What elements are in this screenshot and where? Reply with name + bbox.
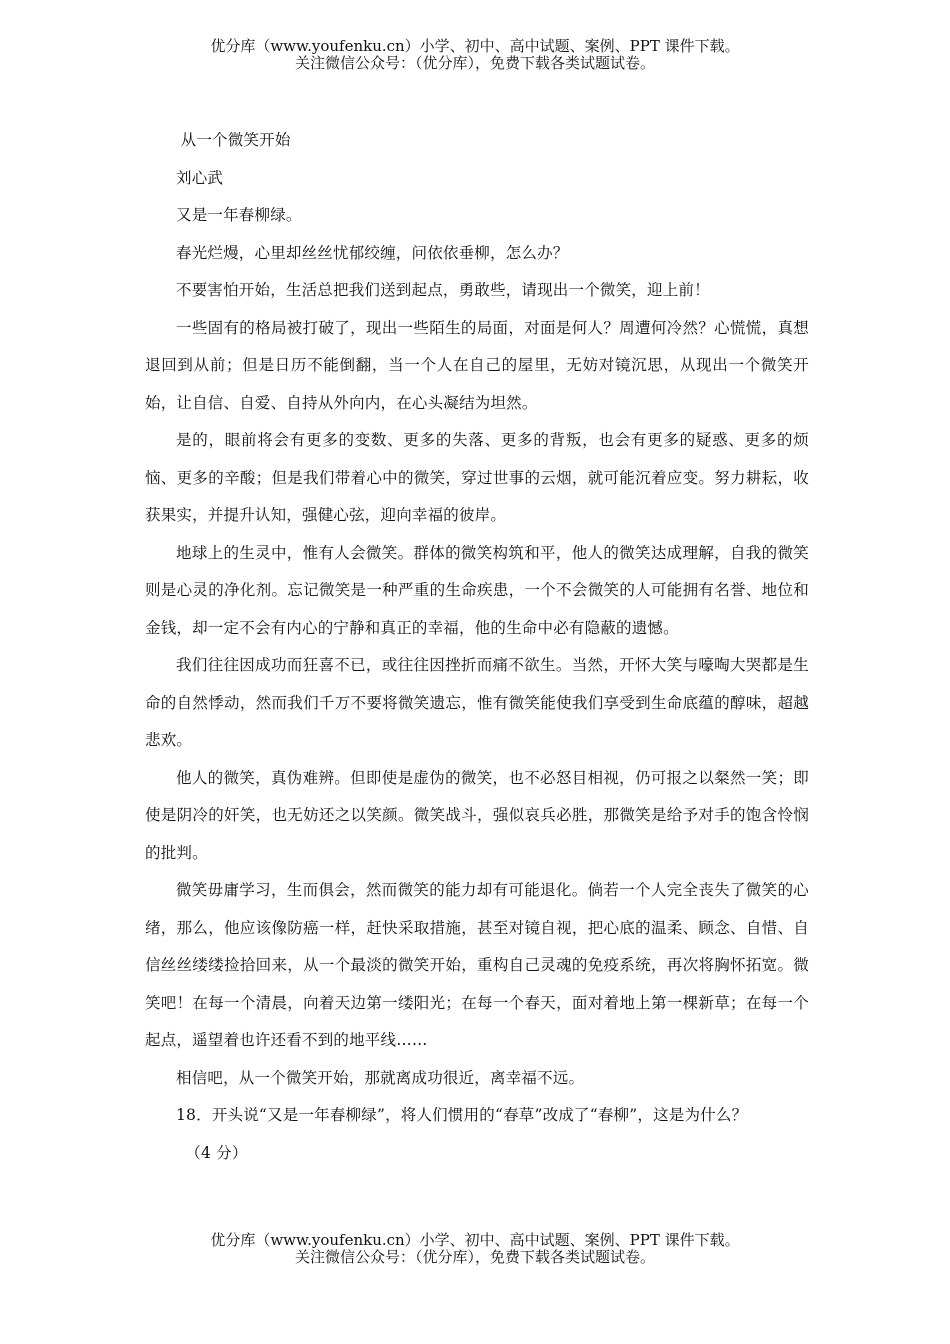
paragraph-9: 微笑毋庸学习，生而俱会，然而微笑的能力却有可能退化。倘若一个人完全丧失了微笑的心绪，那么，他应该像防癌一样，赶快采取措施，甚至对镜自视，把心底的温柔、顾念、自惜、自信丝丝缕缕捡拾回来，从一个最淡的微笑开始，重构自己灵魂的免疫系统，再次将胸怀拓宽。微笑吧！在每一个清晨，向着天边第一缕阳光；在每一个春天，面对着地上第一棵新草；在每一个起点，遥望着也许还看不到的地平线……	[145, 881, 809, 1049]
paragraph-6: 地球上的生灵中，惟有人会微笑。群体的微笑构筑和平，他人的微笑达成理解，自我的微笑则是心灵的净化剂。忘记微笑是一种严重的生命疾患，一个不会微笑的人可能拥有名誉、地位和金钱，却一定不会有内心的宁静和真正的幸福，他的生命中必有隐蔽的遗憾。	[145, 543, 809, 637]
question-18: 18．开头说“又是一年春柳绿”，将人们惯用的“春草”改成了“春柳”，这是为什么？	[176, 1106, 748, 1124]
paragraph-8: 他人的微笑，真伪难辨。但即使是虚伪的微笑，也不必怒目相视，仍可报之以粲然一笑；即使是阴冷的奸笑，也无妨还之以笑颜。微笑战斗，强似哀兵必胜，那微笑是给予对手的饱含怜悯的批判。	[145, 768, 809, 862]
paragraph-7: 我们往往因成功而狂喜不已，或往往因挫折而痛不欲生。当然，开怀大笑与嚎啕大哭都是生命的自然悸动，然而我们千万不要将微笑遗忘，惟有微笑能使我们享受到生命底蕴的醇味，超越悲欢。	[145, 656, 809, 749]
article-author: 刘心武	[176, 168, 224, 187]
header-line-1: 优分库（www.youfenku.cn）小学、初中、高中试题、案例、PPT 课件下载。	[210, 37, 740, 55]
footer-line-2: 关注微信公众号：（优分库），免费下载各类试题试卷。	[294, 1248, 655, 1266]
article-body	[145, 122, 809, 1172]
paragraph-1: 又是一年春柳绿。	[176, 206, 302, 224]
page-footer	[0, 1232, 950, 1266]
footer-line-1: 优分库（www.youfenku.cn）小学、初中、高中试题、案例、PPT 课件下载。	[210, 1231, 740, 1249]
paragraph-4: 一些固有的格局被打破了，现出一些陌生的局面，对面是何人？周遭何冷然？心慌慌，真想退回到从前；但是日历不能倒翻，当一个人在自己的屋里，无妨对镜沉思，从现出一个微笑开始，让自信、自爱、自持从外向内，在心头凝结为坦然。	[145, 318, 809, 412]
paragraph-2: 春光烂熳，心里却丝丝忧郁绞缠，问依依垂柳，怎么办？	[176, 243, 569, 262]
question-points: （4 分）	[185, 1143, 248, 1162]
paragraph-3: 不要害怕开始，生活总把我们送到起点，勇敢些，请现出一个微笑，迎上前！	[176, 281, 710, 299]
page-header	[0, 38, 950, 72]
paragraph-10: 相信吧，从一个微笑开始，那就离成功很近，离幸福不远。	[176, 1068, 585, 1087]
article-title: 从一个微笑开始	[180, 131, 291, 149]
paragraph-5: 是的，眼前将会有更多的变数、更多的失落、更多的背叛，也会有更多的疑惑、更多的烦恼、更多的辛酸；但是我们带着心中的微笑，穿过世事的云烟，就可能沉着应变。努力耕耘，收获果实，并提升认知，强健心弦，迎向幸福的彼岸。	[145, 431, 809, 524]
header-line-2: 关注微信公众号：（优分库），免费下载各类试题试卷。	[294, 54, 655, 72]
